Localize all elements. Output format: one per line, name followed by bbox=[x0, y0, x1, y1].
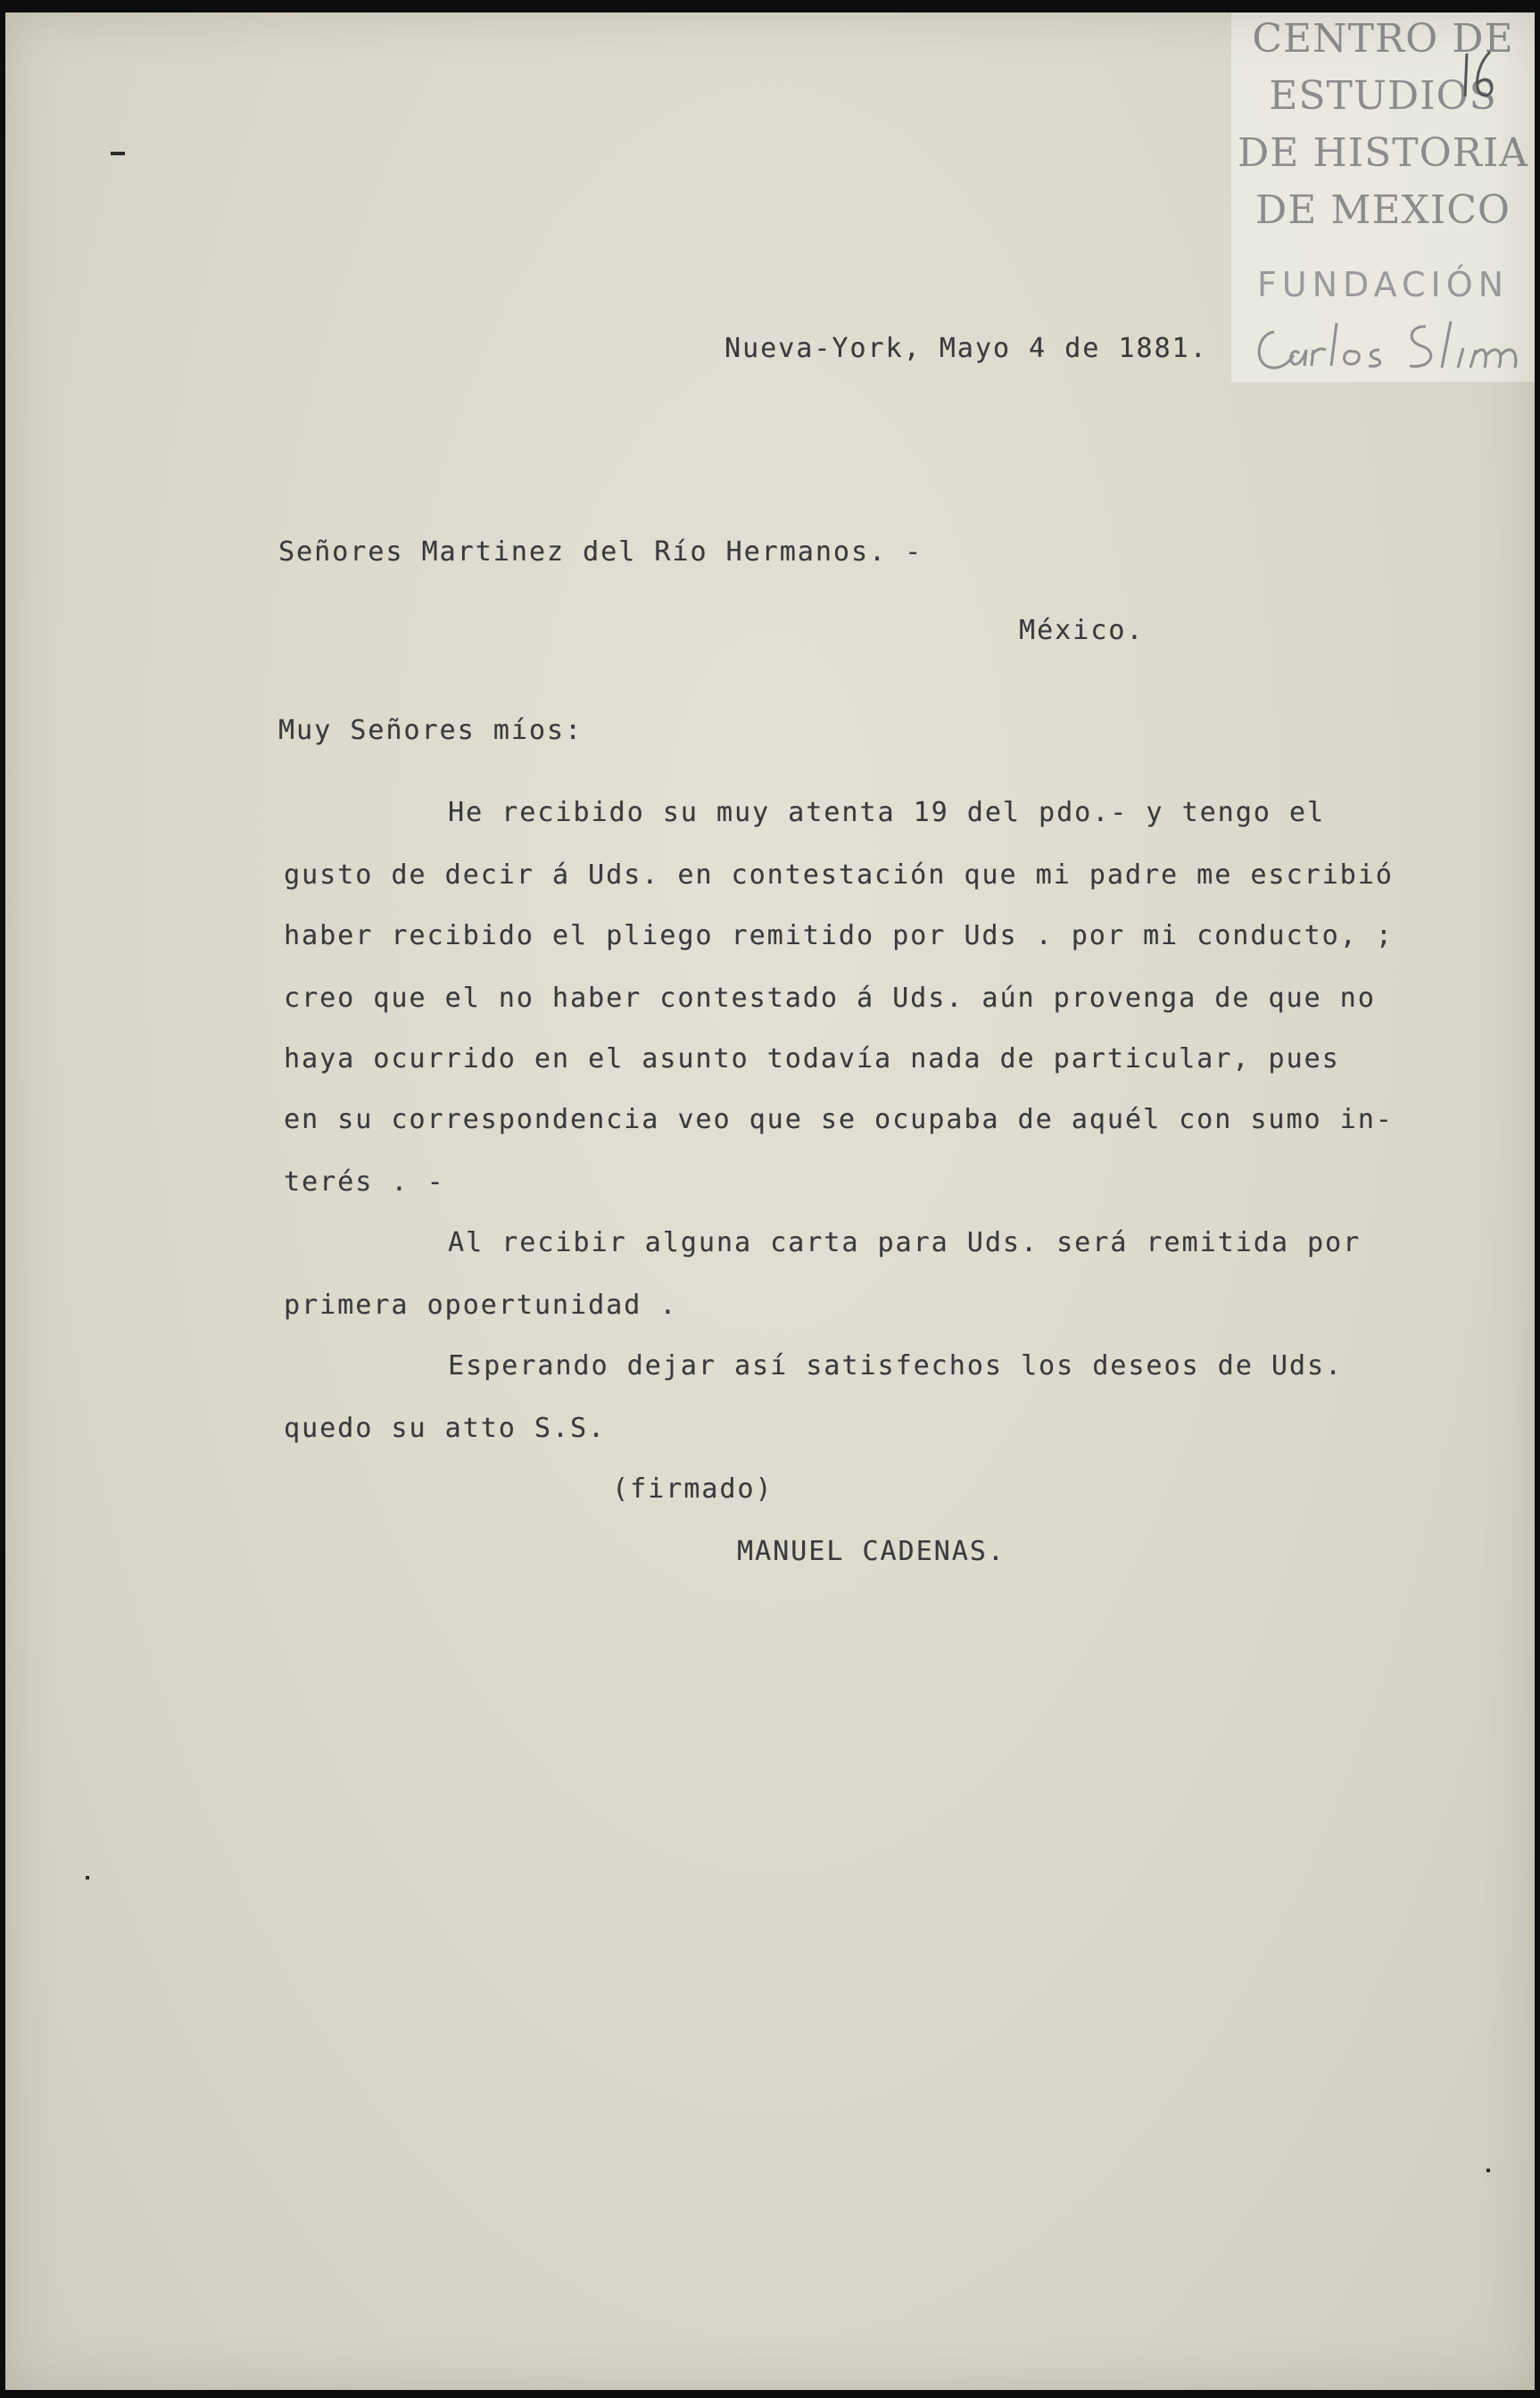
body-line-6: en su correspondencia veo que se ocupaba de aquél con sumo in- bbox=[284, 1104, 1394, 1135]
body-line-11: quedo su atto S.S. bbox=[284, 1413, 607, 1444]
body-line-4: creo que el no haber contestado á Uds. aún provenga de que no bbox=[284, 983, 1376, 1014]
stamp-line-4: DE MEXICO bbox=[1255, 187, 1511, 233]
carlos-slim-signature-logo bbox=[1247, 314, 1533, 380]
letter-date: Nueva-York, Mayo 4 de 1881. bbox=[724, 333, 1208, 364]
punch-mark bbox=[111, 152, 125, 155]
signed-note: (firmado) bbox=[612, 1473, 774, 1505]
body-line-3: haber recibido el pliego remitido por Uds . por mi conducto, ; bbox=[284, 920, 1394, 951]
body-line-10: Esperando dejar así satisfechos los deseos de Uds. bbox=[448, 1350, 1344, 1382]
speck-mark bbox=[1486, 2169, 1490, 2172]
stamp-line-3: DE HISTORIA bbox=[1238, 130, 1528, 176]
body-line-9: primera opoertunidad . bbox=[284, 1290, 678, 1321]
letter-recipient: Señores Martinez del Río Hermanos. - bbox=[278, 536, 923, 568]
folio-number-handwritten bbox=[1458, 48, 1499, 104]
body-line-7: terés . - bbox=[284, 1166, 445, 1198]
body-line-5: haya ocurrido en el asunto todavía nada de particular, pues bbox=[284, 1043, 1340, 1075]
stamp-line-5: FUNDACIÓN bbox=[1256, 265, 1510, 304]
body-line-8: Al recibir alguna carta para Uds. será remitida por bbox=[448, 1227, 1362, 1258]
letter-page bbox=[5, 12, 1535, 2390]
letter-salutation: Muy Señores míos: bbox=[278, 715, 584, 746]
stamp-line-1: CENTRO DE bbox=[1252, 16, 1514, 62]
body-line-1: He recibido su muy atenta 19 del pdo.- y tengo el bbox=[448, 797, 1326, 828]
body-line-2: gusto de decir á Uds. en contestación que mi padre me escribió bbox=[284, 859, 1394, 891]
speck-mark bbox=[86, 1876, 89, 1879]
letter-location: México. bbox=[1019, 615, 1145, 646]
stamp-line-2: ESTUDIOS bbox=[1269, 73, 1497, 119]
letter-signature: MANUEL CADENAS. bbox=[737, 1536, 1006, 1567]
